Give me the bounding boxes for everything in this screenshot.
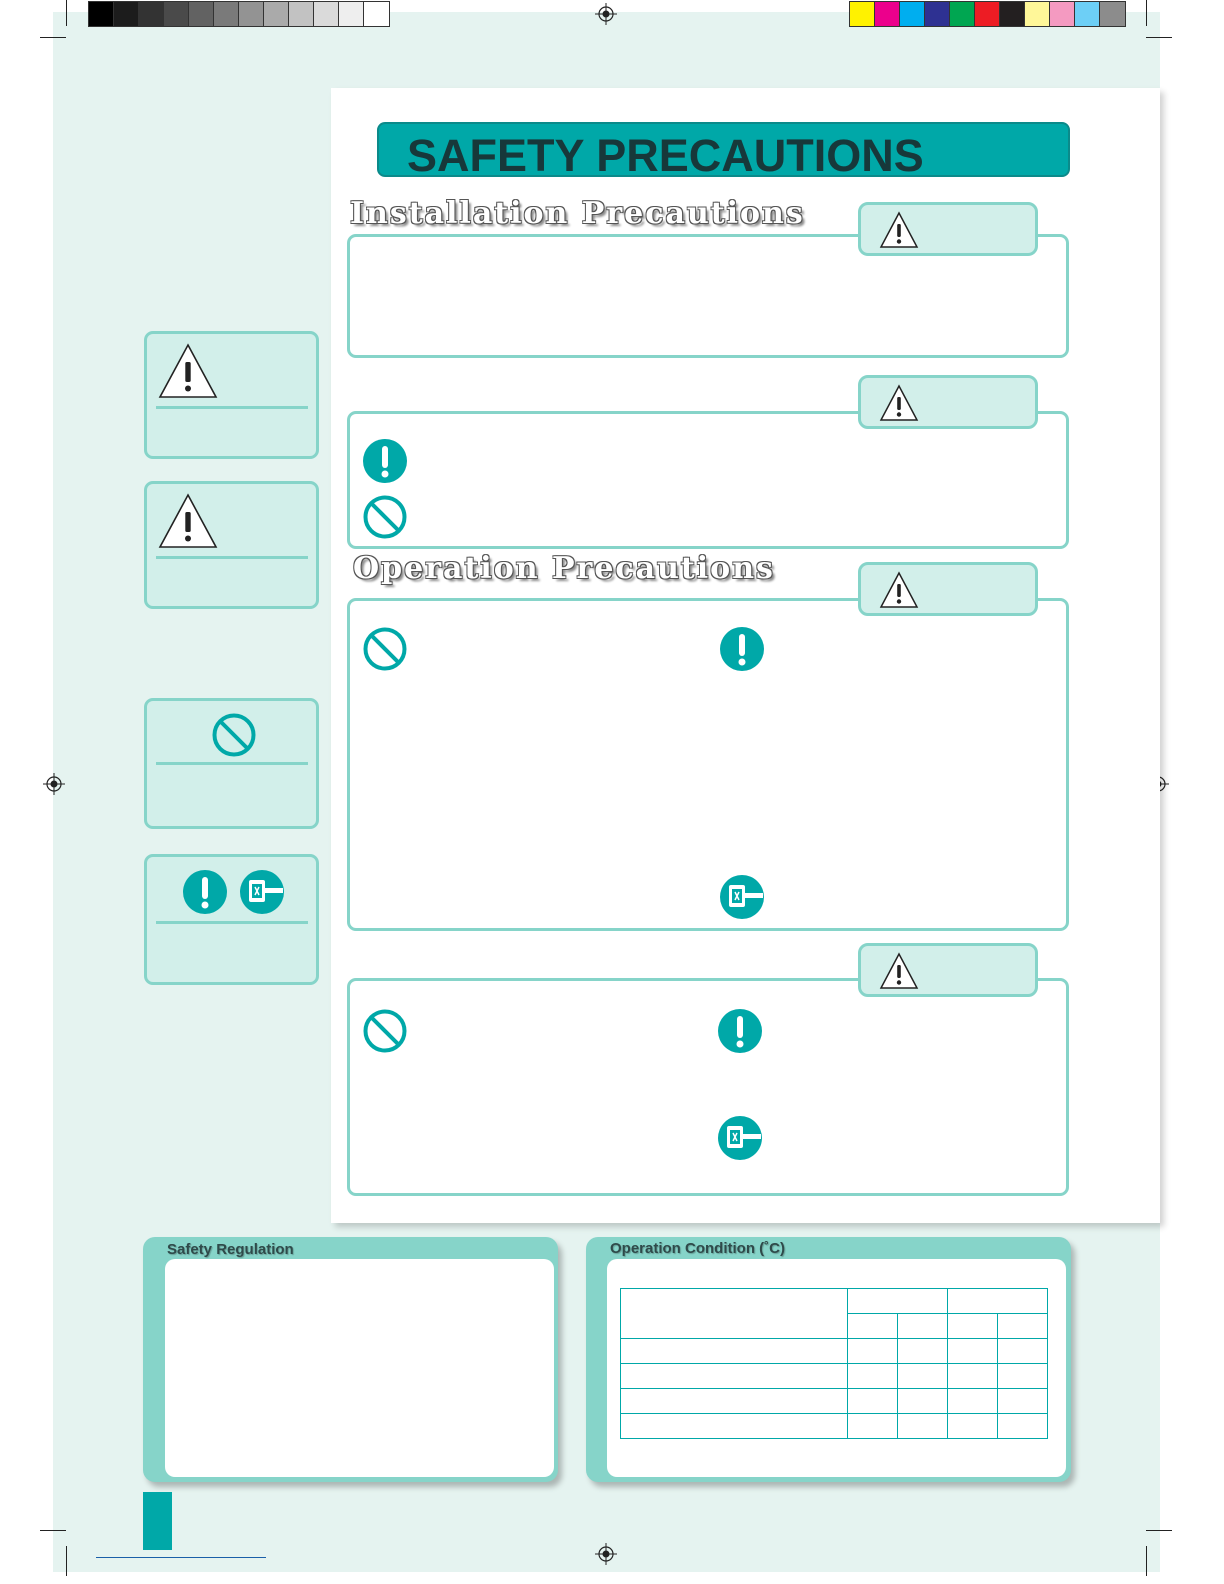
color-swatch xyxy=(875,2,900,26)
legend-card-warning xyxy=(144,331,319,459)
prohibited-circle-icon xyxy=(211,712,257,758)
unplug-icon xyxy=(239,869,285,915)
table-header-cell xyxy=(621,1289,848,1339)
legend-card-caution xyxy=(144,481,319,609)
safety-regulation-body xyxy=(165,1259,554,1477)
table-header-cell xyxy=(997,1314,1047,1339)
installation-heading: Installation Precautions xyxy=(350,196,805,231)
crop-mark xyxy=(66,1546,67,1576)
table-header-cell xyxy=(947,1289,1047,1314)
safety-regulation-panel xyxy=(143,1237,558,1482)
table-row xyxy=(621,1389,1048,1414)
prohibited-circle-icon xyxy=(362,494,408,540)
gray-swatch xyxy=(189,2,214,26)
page-number-tab xyxy=(143,1492,172,1550)
color-swatch xyxy=(1075,2,1100,26)
crop-mark xyxy=(66,0,67,26)
warning-triangle-icon xyxy=(878,570,920,610)
crop-mark xyxy=(1146,37,1172,38)
gray-swatch xyxy=(164,2,189,26)
color-swatch xyxy=(850,2,875,26)
color-swatch xyxy=(900,2,925,26)
gray-swatch xyxy=(289,2,314,26)
installation-caution-box xyxy=(347,411,1069,549)
safety-regulation-title: Safety Regulation xyxy=(167,1241,294,1258)
unplug-icon xyxy=(719,874,765,920)
operation-warning-box xyxy=(347,598,1069,931)
table-row xyxy=(621,1339,1048,1364)
page-title: SAFETY PRECAUTIONS xyxy=(407,130,924,181)
gray-swatch xyxy=(239,2,264,26)
color-swatch xyxy=(950,2,975,26)
crop-mark xyxy=(40,37,66,38)
color-swatch xyxy=(925,2,950,26)
operation-caution-box xyxy=(347,978,1069,1196)
warning-tab xyxy=(858,562,1038,616)
color-swatch xyxy=(1100,2,1125,26)
warning-triangle-icon xyxy=(157,492,219,550)
mandatory-exclamation-icon xyxy=(182,869,228,915)
operation-heading: Operation Precautions xyxy=(353,551,775,586)
crop-mark xyxy=(40,1530,66,1531)
legend-divider xyxy=(156,921,308,924)
warning-triangle-icon xyxy=(878,951,920,991)
legend-divider xyxy=(156,556,308,559)
legend-divider xyxy=(156,762,308,765)
gray-swatch xyxy=(214,2,239,26)
table-header-cell xyxy=(847,1289,947,1314)
color-swatch xyxy=(975,2,1000,26)
mandatory-exclamation-icon xyxy=(717,1008,763,1054)
color-swatch xyxy=(1025,2,1050,26)
color-swatch xyxy=(1050,2,1075,26)
legend-card-prohibited xyxy=(144,698,319,829)
table-header-cell xyxy=(947,1314,997,1339)
unplug-icon xyxy=(717,1115,763,1161)
caution-tab xyxy=(858,375,1038,429)
gray-swatch xyxy=(364,2,389,26)
color-swatch xyxy=(1000,2,1025,26)
gray-swatch xyxy=(114,2,139,26)
table-header-cell xyxy=(897,1314,947,1339)
crop-mark xyxy=(1146,1530,1172,1531)
table-header-cell xyxy=(847,1314,897,1339)
mandatory-exclamation-icon xyxy=(362,438,408,484)
prohibited-circle-icon xyxy=(362,626,408,672)
color-calibration-bar xyxy=(849,1,1126,27)
operation-condition-table xyxy=(620,1288,1048,1439)
crop-mark xyxy=(1146,1546,1147,1576)
mandatory-exclamation-icon xyxy=(719,626,765,672)
table-row xyxy=(621,1364,1048,1389)
gray-swatch xyxy=(314,2,339,26)
grayscale-calibration-bar xyxy=(88,1,390,27)
footer-rule xyxy=(96,1557,266,1558)
registration-target-icon xyxy=(595,1543,617,1565)
legend-card-mandatory xyxy=(144,854,319,985)
registration-target-icon xyxy=(43,773,65,795)
gray-swatch xyxy=(89,2,114,26)
warning-triangle-icon xyxy=(878,210,920,250)
gray-swatch xyxy=(339,2,364,26)
gray-swatch xyxy=(264,2,289,26)
legend-divider xyxy=(156,406,308,409)
gray-swatch xyxy=(139,2,164,26)
crop-mark xyxy=(1146,0,1147,26)
caution-tab xyxy=(858,943,1038,997)
registration-target-icon xyxy=(595,3,617,25)
warning-triangle-icon xyxy=(157,342,219,400)
warning-triangle-icon xyxy=(878,383,920,423)
operation-condition-title: Operation Condition (˚C) xyxy=(610,1240,785,1257)
title-banner xyxy=(377,122,1070,181)
table-row xyxy=(621,1414,1048,1439)
prohibited-circle-icon xyxy=(362,1008,408,1054)
warning-tab xyxy=(858,202,1038,256)
